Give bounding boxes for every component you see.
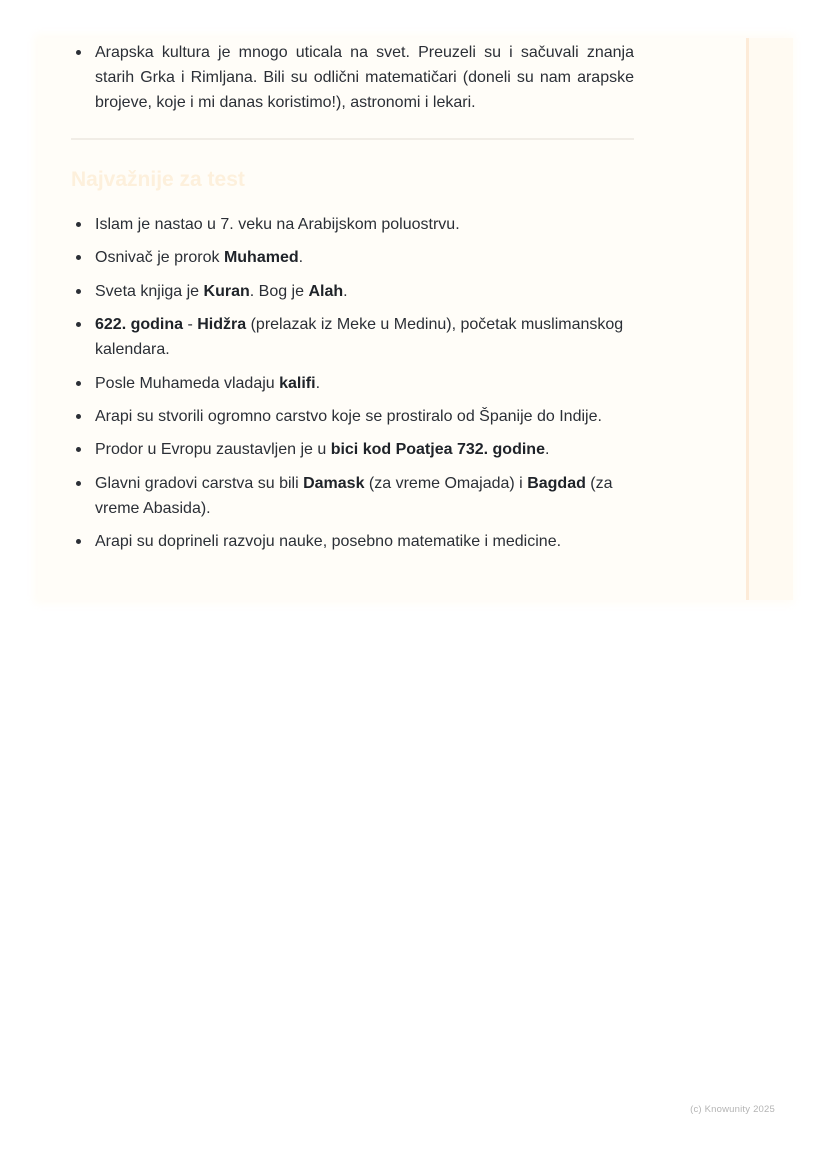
item-text: Arapi su stvorili ogromno carstvo koje se prostiralo od Španije do Indije. xyxy=(95,407,602,425)
list-item xyxy=(71,212,634,237)
item-text: - xyxy=(183,316,198,334)
item-text: . xyxy=(544,441,550,459)
item-text: Islam je nastao u 7. veku na Arabijskom poluostrvu. xyxy=(95,216,460,233)
item-bold-text: Hidžra xyxy=(197,316,247,334)
item-bold-text: Kuran xyxy=(203,282,250,300)
item-text: . xyxy=(343,282,348,300)
item-text: Posle Muhameda vladaju xyxy=(95,374,280,392)
list-item xyxy=(71,371,634,396)
item-text: . Bog je xyxy=(249,282,309,300)
list-item: Arapska kultura je mnogo uticala na svet. Preuzeli su i sačuvali znanja starih Grka i Rimljana. Bili su odlični matematičari (doneli su nam arapske brojeve, koje i mi danas koristimo!), astronomi i lekari. xyxy=(71,40,634,115)
copyright-footer: (c) Knowunity 2025 xyxy=(690,1104,775,1115)
side-rail xyxy=(746,38,793,600)
item-bold-text: Alah xyxy=(308,282,344,300)
item-text: Sveta knjiga je xyxy=(95,282,204,300)
item-bold-text: Muhamed xyxy=(223,249,299,267)
item-text: Glavni gradovi carstva su bili xyxy=(95,474,304,492)
list-item xyxy=(71,245,634,270)
item-text: Prodor u Evropu zaustavljen je u xyxy=(95,441,331,459)
item-text: . xyxy=(315,374,321,392)
item-text: Osnivač je prorok xyxy=(95,249,224,267)
list-item xyxy=(71,279,634,304)
section-title: Najvažnije za test xyxy=(71,168,245,191)
item-text: Arapi su doprineli razvoju nauke, posebno matematike i medicine. xyxy=(95,533,562,551)
item-text: (za vreme Abasida). xyxy=(95,474,613,517)
item-bold-text: bici kod Poatjea 732. godine xyxy=(330,441,545,459)
key-points-list xyxy=(71,212,634,554)
list-item xyxy=(71,404,634,429)
item-bold-text: kalifi xyxy=(279,374,316,392)
document-content xyxy=(71,38,634,563)
item-text: . xyxy=(298,249,304,267)
list-item xyxy=(71,471,634,521)
item-bold-text: Damask xyxy=(303,474,365,492)
intro-bullet-list xyxy=(71,38,634,115)
item-bold-text: Bagdad xyxy=(527,474,586,492)
section-divider xyxy=(71,138,634,140)
item-text: (za vreme Omajada) i xyxy=(364,474,528,492)
item-bold-text: 622. godina xyxy=(95,316,184,334)
item-text: (prelazak iz Meke u Medinu), početak muslimanskog kalendara. xyxy=(95,316,624,359)
list-item xyxy=(71,312,634,362)
list-item xyxy=(71,437,634,462)
list-item xyxy=(71,529,634,554)
